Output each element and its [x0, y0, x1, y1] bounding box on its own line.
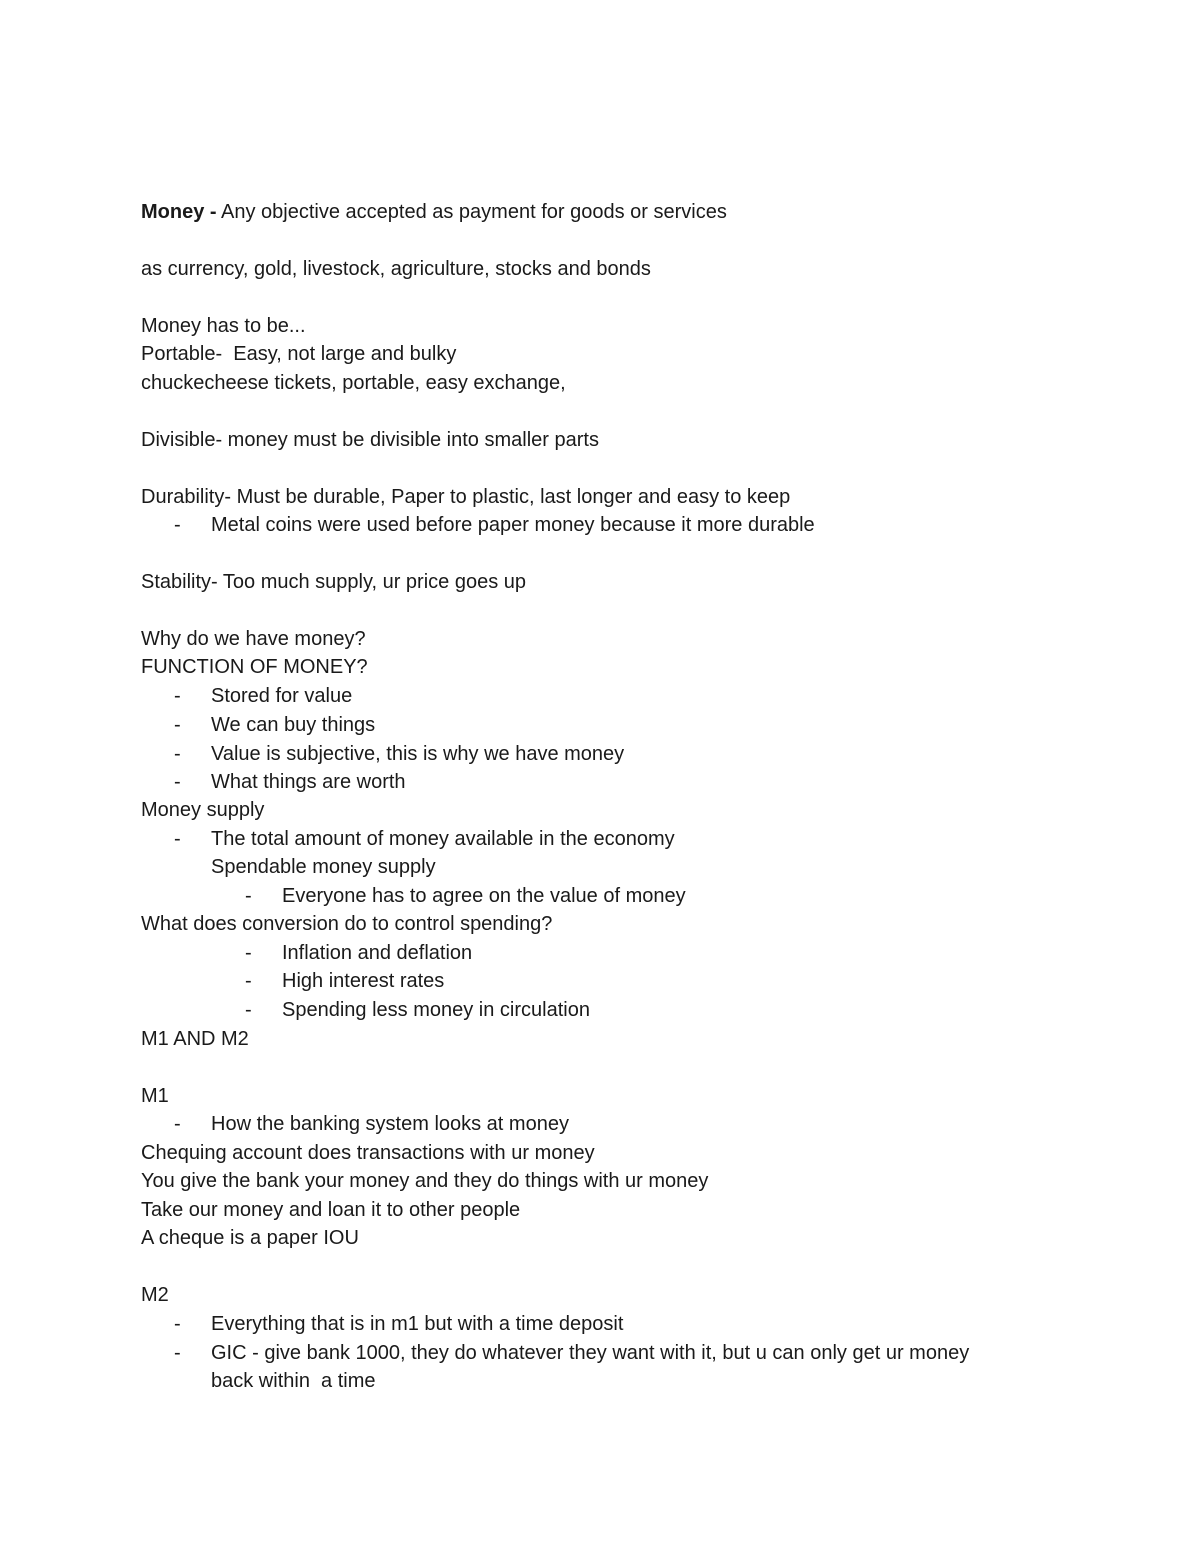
list-item-text: Metal coins were used before paper money because it more durable: [211, 514, 815, 536]
list-item-text: We can buy things: [211, 714, 376, 736]
function-of-money-line: FUNCTION OF MONEY?: [141, 656, 368, 678]
chuckecheese-line: chuckecheese tickets, portable, easy exchange,: [141, 372, 566, 394]
list-item: [0, 825, 1200, 853]
list-item: [0, 768, 1200, 796]
loan-line: Take our money and loan it to other people: [141, 1199, 521, 1221]
m2-heading: M2: [141, 1284, 169, 1306]
conversion-question-line: What does conversion do to control spending?: [141, 913, 553, 935]
list-item: [0, 711, 1200, 739]
why-money-line: Why do we have money?: [141, 628, 366, 650]
dash-bullet: -: [174, 771, 181, 793]
list-item-text: Value is subjective, this is why we have money: [211, 743, 625, 765]
m1-and-m2-line: M1 AND M2: [141, 1028, 249, 1050]
money-has-to-be-line: Money has to be...: [141, 315, 306, 337]
list-item-text: Spendable money supply: [211, 856, 436, 878]
list-item-text: Inflation and deflation: [282, 942, 473, 964]
durability-line: Durability- Must be durable, Paper to plastic, last longer and easy to keep: [141, 486, 791, 508]
list-item: [0, 682, 1200, 710]
list-item-text: Everything that is in m1 but with a time deposit: [211, 1313, 624, 1335]
stability-line: Stability- Too much supply, ur price goes up: [141, 571, 527, 593]
cheque-iou-line: A cheque is a paper IOU: [141, 1227, 359, 1249]
list-item-text: Spending less money in circulation: [282, 999, 590, 1021]
money-supply-line: Money supply: [141, 799, 265, 821]
list-item-text: High interest rates: [282, 970, 445, 992]
list-item: [0, 740, 1200, 768]
list-item: [0, 1339, 1200, 1367]
list-item-continuation: [0, 1367, 1200, 1395]
list-item-text: Stored for value: [211, 685, 353, 707]
give-bank-line: You give the bank your money and they do things with ur money: [141, 1170, 709, 1192]
list-item: [0, 882, 1200, 910]
dash-bullet: -: [245, 885, 252, 907]
dash-bullet: -: [174, 685, 181, 707]
list-item: [0, 1110, 1200, 1138]
dash-bullet: -: [245, 999, 252, 1021]
dash-bullet: -: [174, 714, 181, 736]
dash-bullet: -: [245, 970, 252, 992]
list-item-text: How the banking system looks at money: [211, 1113, 569, 1135]
examples-line: as currency, gold, livestock, agriculture, stocks and bonds: [141, 258, 651, 280]
dash-bullet: -: [174, 1113, 181, 1135]
list-item-text: back within a time: [211, 1370, 376, 1392]
dash-bullet: -: [174, 743, 181, 765]
list-item: [0, 511, 1200, 539]
list-item: [0, 967, 1200, 995]
dash-bullet: -: [174, 1342, 181, 1364]
dash-bullet: -: [245, 942, 252, 964]
list-item-text: The total amount of money available in the economy: [211, 828, 675, 850]
chequing-line: Chequing account does transactions with ur money: [141, 1142, 595, 1164]
list-item-continuation: [0, 853, 1200, 881]
list-item-text: Everyone has to agree on the value of money: [282, 885, 686, 907]
list-item: [0, 996, 1200, 1024]
list-item-text: What things are worth: [211, 771, 406, 793]
m1-heading: M1: [141, 1085, 169, 1107]
term-money: Money -: [141, 201, 217, 223]
portable-line: Portable- Easy, not large and bulky: [141, 343, 457, 365]
list-item: [0, 939, 1200, 967]
divisible-line: Divisible- money must be divisible into smaller parts: [141, 429, 599, 451]
definition-money: [141, 198, 727, 226]
definition-text: Any objective accepted as payment for goods or services: [216, 201, 727, 223]
dash-bullet: -: [174, 1313, 181, 1335]
dash-bullet: -: [174, 828, 181, 850]
list-item-text: GIC - give bank 1000, they do whatever they want with it, but u can only get ur money: [211, 1342, 970, 1364]
dash-bullet: -: [174, 514, 181, 536]
list-item: [0, 1310, 1200, 1338]
